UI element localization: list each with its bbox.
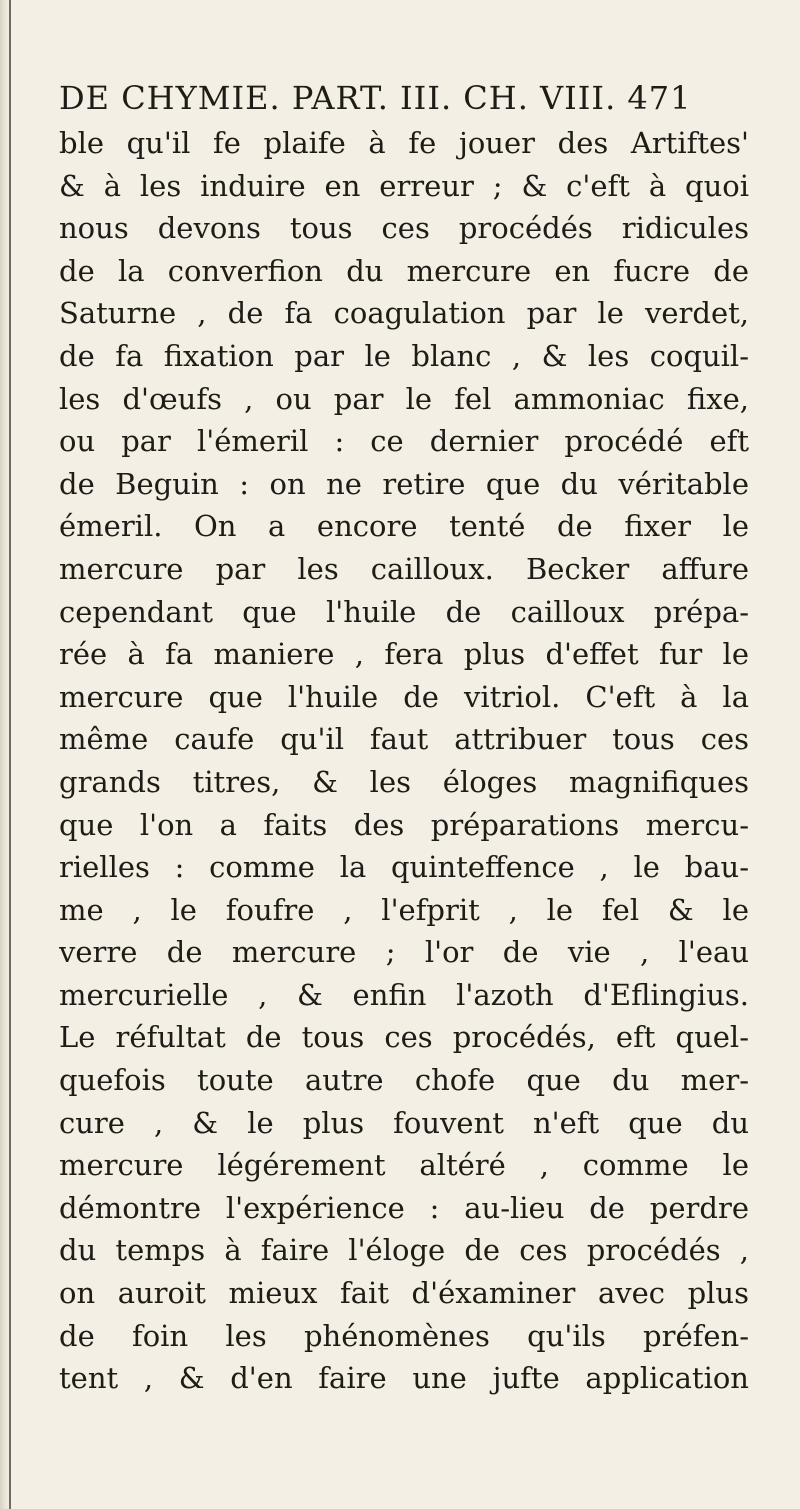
text-line-18: rielles : comme la quinteffence , le bau- [59,850,749,885]
text-line-25: mercure légérement altéré , comme le [59,1148,749,1183]
page-text-block [59,74,749,1400]
text-line-8: ou par l'émeril : ce dernier procédé eft [59,424,749,459]
text-line-7: les d'œufs , ou par le fel ammoniac fixe, [59,381,749,416]
text-line-20: verre de mercure ; l'or de vie , l'eau [59,935,749,970]
text-line-17: que l'on a faits des préparations mercu- [59,807,749,842]
text-line-22: Le réfultat de tous ces procédés, eft quel- [59,1020,749,1055]
text-line-10: émeril. On a encore tenté de fixer le [59,509,749,544]
text-line-19: me , le foufre , l'efprit , le fel & le [59,892,749,927]
text-line-5: Saturne , de fa coagulation par le verdet, [59,296,749,331]
text-line-1: ble qu'il fe plaife à fe jouer des Artiftes' [59,126,749,160]
text-line-26: démontre l'expérience : au-lieu de perdre [59,1190,749,1225]
binding-gutter-line [9,0,11,1509]
text-line-4: de la converfion du mercure en fucre de [59,253,749,288]
text-line-6: de fa fixation par le blanc , & les coquil- [59,338,749,373]
text-line-13: rée à fa maniere , fera plus d'effet fur le [59,637,749,672]
text-line-12: cependant que l'huile de cailloux prépa- [59,594,749,629]
text-line-28: on auroit mieux fait d'éxaminer avec plus [59,1276,749,1311]
text-line-30: tent , & d'en faire une jufte application [59,1361,749,1396]
text-line-2: & à les induire en erreur ; & c'eft à quoi [59,168,749,203]
text-line-3: nous devons tous ces procédés ridicules [59,211,749,246]
text-line-23: quefois toute autre chofe que du mer- [59,1063,749,1098]
text-line-15: même caufe qu'il faut attribuer tous ces [59,722,749,757]
text-line-29: de foin les phénomènes qu'ils préfen- [59,1318,749,1353]
text-line-11: mercure par les cailloux. Becker affure [59,551,749,586]
text-line-14: mercure que l'huile de vitriol. C'eft à la [59,679,749,714]
text-line-21: mercurielle , & enfin l'azoth d'Eflingius. [59,977,749,1012]
text-line-24: cure , & le plus fouvent n'eft que du [59,1105,749,1140]
text-line-9: de Beguin : on ne retire que du véritable [59,466,749,501]
running-head: DE CHYMIE. PART. III. CH. VIII. 471 [59,79,692,117]
text-line-16: grands titres, & les éloges magnifiques [59,764,749,799]
text-line-27: du temps à faire l'éloge de ces procédés , [59,1233,749,1268]
